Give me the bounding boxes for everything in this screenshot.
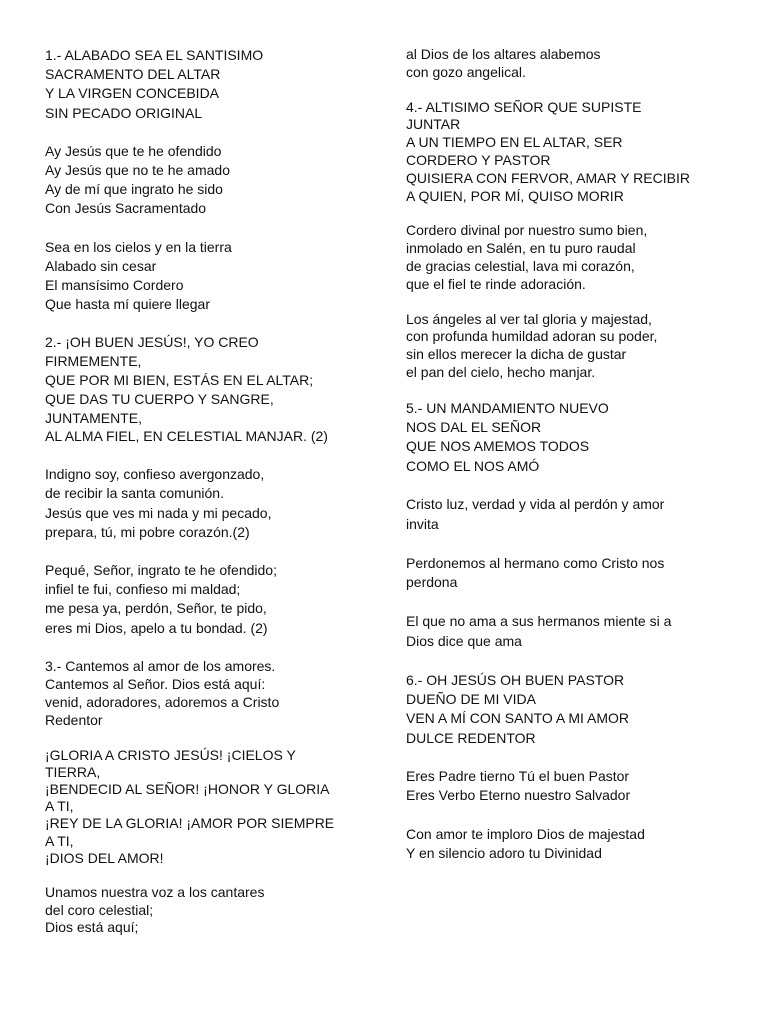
text-line: Dios dice que ama — [406, 632, 522, 649]
text-line: el pan del cielo, hecho manjar. — [406, 363, 596, 380]
stanza-gap — [406, 652, 736, 671]
text-line: JUNTAR — [406, 116, 461, 133]
stanza-gap — [45, 314, 370, 333]
stanza-gap — [45, 867, 370, 884]
text-line: Con Jesús Sacramentado — [45, 200, 207, 217]
text-line: Con amor te imploro Dios de majestad — [406, 825, 645, 842]
stanza-3-heading — [45, 657, 370, 730]
stanza-gap — [406, 476, 736, 495]
text-line: Y LA VIRGEN CONCEBIDA — [45, 85, 220, 102]
text-line: Perdonemos al hermano como Cristo nos — [406, 554, 665, 571]
text-line: 1.- ALABADO SEA EL SANTISIMO — [45, 47, 264, 63]
stanza-2-verse-1 — [45, 465, 370, 542]
text-line: infiel te fui, confieso mi maldad; — [45, 581, 241, 598]
text-line: con gozo angelical. — [406, 63, 526, 80]
stanza-5-verse-3 — [406, 612, 736, 652]
stanza-5-verse-1 — [406, 495, 736, 535]
stanza-5-heading — [406, 399, 736, 476]
text-line: eres mi Dios, apelo a tu bondad. (2) — [45, 619, 268, 636]
stanza-4-verse-2 — [406, 311, 736, 382]
text-line: SACRAMENTO DEL ALTAR — [45, 66, 221, 83]
text-line: ¡REY DE LA GLORIA! ¡AMOR POR SIEMPRE — [45, 815, 335, 832]
stanza-gap — [406, 806, 736, 825]
text-line: Redentor — [45, 712, 103, 729]
text-line: CORDERO Y PASTOR — [406, 151, 551, 168]
text-line: QUE DAS TU CUERPO Y SANGRE, — [45, 390, 274, 407]
text-line: Cristo luz, verdad y vida al perdón y amor — [406, 495, 665, 512]
text-line: Dios está aquí; — [45, 919, 139, 936]
text-line: perdona — [406, 574, 458, 591]
text-line: A UN TIEMPO EN EL ALTAR, SER — [406, 134, 623, 151]
text-line: DUEÑO DE MI VIDA — [406, 691, 536, 708]
stanza-gap — [406, 748, 736, 767]
text-line: A TI, — [45, 798, 74, 815]
text-line: invita — [406, 515, 439, 532]
text-line: SIN PECADO ORIGINAL — [45, 104, 203, 121]
stanza-gap — [406, 382, 736, 399]
text-line: QUISIERA CON FERVOR, AMAR Y RECIBIR — [406, 169, 690, 186]
text-line: Que hasta mí quiere llegar — [45, 296, 210, 313]
text-line: Jesús que ves mi nada y mi pecado, — [45, 504, 272, 521]
text-line: que el fiel te rinde adoración. — [406, 275, 586, 292]
text-line: A QUIEN, POR MÍ, QUISO MORIR — [406, 187, 624, 204]
stanza-gap — [45, 542, 370, 561]
stanza-1-verse-1 — [45, 142, 370, 219]
text-line: A TI, — [45, 832, 74, 849]
text-line: 2.- ¡OH BUEN JESÚS!, YO CREO — [45, 334, 259, 351]
text-line: QUE NOS AMEMOS TODOS — [406, 438, 590, 455]
text-line: Pequé, Señor, ingrato te he ofendido; — [45, 562, 277, 579]
stanza-6-verse-2 — [406, 825, 736, 864]
text-line: ¡DIOS DEL AMOR! — [45, 849, 164, 866]
text-line: Ay de mí que ingrato he sido — [45, 181, 223, 198]
text-line: ¡GLORIA A CRISTO JESÚS! ¡CIELOS Y — [45, 746, 296, 763]
stanza-5-verse-2 — [406, 554, 736, 594]
stanza-gap — [45, 123, 370, 142]
text-line: inmolado en Salén, en tu puro raudal — [406, 240, 636, 257]
text-line: venid, adoradores, adoremos a Cristo — [45, 694, 280, 711]
stanza-3-chorus — [45, 747, 370, 867]
text-line: prepara, tú, mi pobre corazón.(2) — [45, 523, 250, 540]
stanza-1-heading — [45, 46, 370, 123]
stanza-1-verse-2 — [45, 238, 370, 315]
text-line: FIRMEMENTE, — [45, 353, 142, 370]
text-line: Los ángeles al ver tal gloria y majestad, — [406, 310, 652, 327]
text-line: NOS DAL EL SEÑOR — [406, 419, 542, 436]
text-line: VEN A MÍ CON SANTO A MI AMOR — [406, 710, 630, 727]
text-line: Indigno soy, confieso avergonzado, — [45, 466, 265, 483]
text-line: 5.- UN MANDAMIENTO NUEVO — [406, 399, 609, 416]
text-line: 6.- OH JESÚS OH BUEN PASTOR — [406, 671, 625, 688]
text-line: Eres Verbo Eterno nuestro Salvador — [406, 787, 631, 804]
text-line: Eres Padre tierno Tú el buen Pastor — [406, 767, 630, 784]
stanza-gap — [406, 82, 736, 99]
text-line: al Dios de los altares alabemos — [406, 46, 601, 62]
text-line: El que no ama a sus hermanos miente si a — [406, 613, 672, 630]
text-line: Cordero divinal por nuestro sumo bien, — [406, 222, 648, 239]
stanza-gap — [45, 638, 370, 657]
text-line: 4.- ALTISIMO SEÑOR QUE SUPISTE — [406, 98, 642, 115]
stanza-gap — [406, 205, 736, 222]
text-line: Ay Jesús que te he ofendido — [45, 142, 222, 159]
stanza-3-verse-1 — [45, 884, 370, 937]
text-line: El mansísimo Cordero — [45, 277, 184, 294]
text-line: Y en silencio adoro tu Divinidad — [406, 844, 602, 861]
stanza-gap — [406, 294, 736, 311]
stanza-2-verse-2 — [45, 561, 370, 638]
stanza-4-heading — [406, 99, 736, 206]
text-line: QUE POR MI BIEN, ESTÁS EN EL ALTAR; — [45, 372, 314, 389]
stanza-6-heading — [406, 671, 736, 748]
left-column — [45, 46, 370, 937]
text-line: ¡BENDECID AL SEÑOR! ¡HONOR Y GLORIA — [45, 781, 330, 798]
text-line: Alabado sin cesar — [45, 257, 157, 274]
text-line: me pesa ya, perdón, Señor, te pido, — [45, 600, 267, 617]
text-line: JUNTAMENTE, — [45, 409, 142, 426]
text-line: Unamos nuestra voz a los cantares — [45, 884, 265, 901]
text-line: DULCE REDENTOR — [406, 729, 536, 746]
text-line: del coro celestial; — [45, 901, 154, 918]
text-line: con profunda humildad adoran su poder, — [406, 328, 658, 345]
text-line: sin ellos merecer la dicha de gustar — [406, 346, 627, 363]
text-line: COMO EL NOS AMÓ — [406, 457, 540, 474]
right-column — [406, 46, 736, 863]
text-line: de recibir la santa comunión. — [45, 485, 224, 502]
stanza-gap — [45, 219, 370, 238]
stanza-6-verse-1 — [406, 767, 736, 806]
text-line: de gracias celestial, lava mi corazón, — [406, 257, 635, 274]
stanza-gap — [45, 446, 370, 465]
text-line: Cantemos al Señor. Dios está aquí: — [45, 676, 266, 693]
stanza-gap — [406, 535, 736, 554]
stanza-4-verse-1 — [406, 222, 736, 293]
text-line: AL ALMA FIEL, EN CELESTIAL MANJAR. (2) — [45, 428, 328, 445]
stanza-2-heading — [45, 333, 370, 446]
stanza-gap — [45, 730, 370, 747]
text-line: TIERRA, — [45, 763, 101, 780]
text-line: 3.- Cantemos al amor de los amores. — [45, 657, 276, 674]
text-line: Ay Jesús que no te he amado — [45, 162, 230, 179]
stanza-3-verse-1-continued — [406, 46, 736, 82]
text-line: Sea en los cielos y en la tierra — [45, 238, 232, 255]
stanza-gap — [406, 593, 736, 612]
